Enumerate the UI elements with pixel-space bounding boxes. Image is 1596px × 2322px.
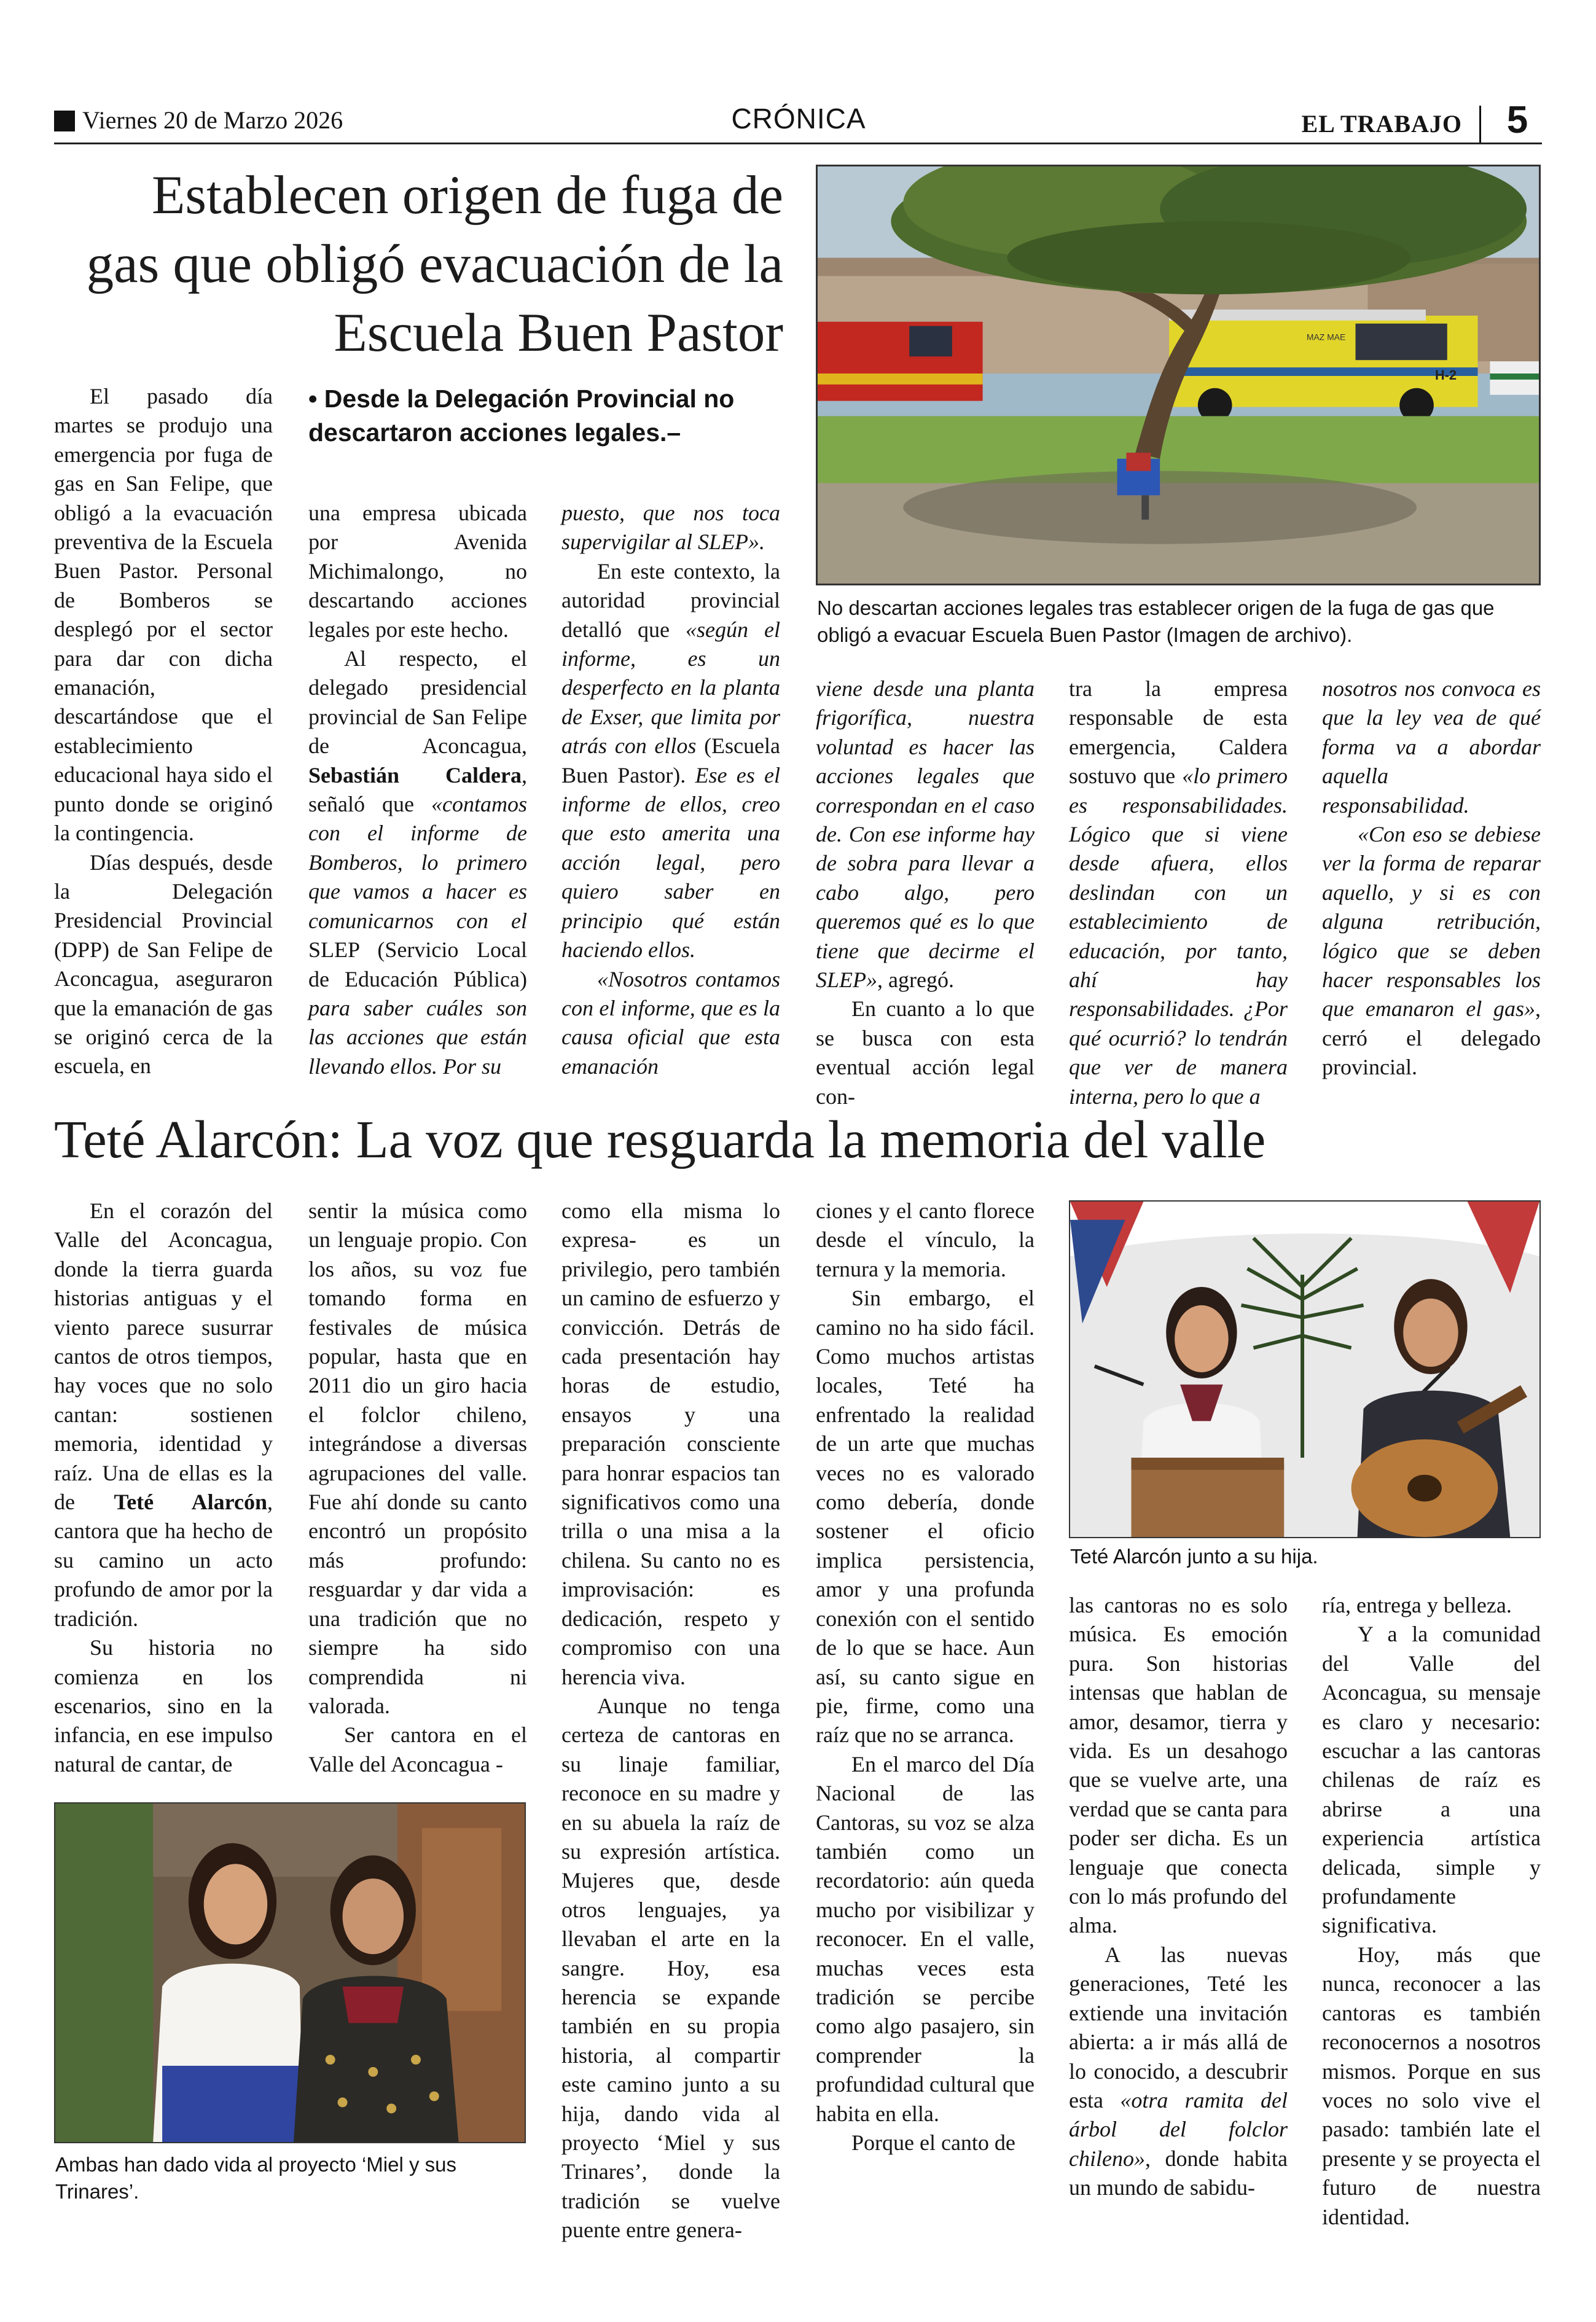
mother-daughter-photo bbox=[54, 1802, 526, 2143]
article2-column-1 bbox=[54, 1197, 273, 1779]
text-run: Al respecto, el delegado presidencial provincial de San Felipe de Aconcagua, bbox=[308, 646, 527, 759]
header-divider bbox=[1479, 106, 1481, 143]
text-run: En este contexto, la autoridad provincial detalló que bbox=[561, 558, 780, 642]
article2-headline: Teté Alarcón: La voz que resguarda la memoria del valle bbox=[54, 1109, 1266, 1169]
header-rule bbox=[54, 143, 1542, 144]
quote: puesto, que nos toca supervigilar al SLEP». bbox=[561, 501, 780, 555]
paragraph: las cantoras no es solo música. Es emoción pura. Son historias intensas que hablan de amor, desamor, tierra y vida. Es un desahogo que se vuelve arte, una verdad que se canta para poder ser dicha. Es un lenguaje que conecta con lo más profundo del alma. bbox=[1069, 1593, 1288, 1938]
text-run: , cantora que ha hecho de su camino un acto profundo de amor por la tradición. bbox=[54, 1490, 273, 1631]
paragraph bbox=[54, 1197, 273, 1633]
paragraph bbox=[816, 674, 1035, 995]
article2-column-2 bbox=[308, 1197, 527, 1779]
text-run: , cerró el delegado provincial. bbox=[1322, 996, 1541, 1080]
text-run: tra la empresa responsable de esta emergencia, Caldera sostuvo que bbox=[1069, 676, 1288, 789]
article2-column-6 bbox=[1322, 1591, 1541, 2232]
paragraph: En cuanto a lo que se busca con esta eventual acción legal con- bbox=[816, 996, 1035, 1109]
paragraph: Hoy, más que nunca, reconocer a las cantoras es también reconocernos a nosotros mismos. Porque en sus voces no solo vive el pasado: también late el presente y se proyecta el futuro de nuestra identidad. bbox=[1322, 1942, 1541, 2229]
paragraph: ría, entrega y belleza. bbox=[1322, 1593, 1512, 1617]
fire-photo-caption: No descartan acciones legales tras establecer origen de la fuga de gas que obligó a evacuar Escuela Buen Pastor (Imagen de archivo). bbox=[817, 596, 1495, 646]
text-run: , agregó. bbox=[877, 968, 954, 993]
paragraph bbox=[1322, 820, 1541, 1082]
person-name: Sebastián Caldera bbox=[308, 762, 522, 788]
paragraph: Días después, desde la Delegación Presidencial Provincial (DPP) de San Felipe de Aconcagua, aseguraron que la emanación de gas se originó cerca de la escuela, en bbox=[54, 850, 273, 1079]
quote: «lo primero es responsabilidades. Lógico que si viene desde afuera, ellos deslindan con un establecimiento de educación, por tanto, ahí hay responsabilidades. ¿Por qué ocurrió? lo tendrán que ver de manera interna, pero lo que a bbox=[1069, 764, 1288, 1109]
article1-column-6 bbox=[1322, 674, 1541, 1082]
page-number: 5 bbox=[1506, 99, 1528, 141]
article1-column-4 bbox=[816, 674, 1035, 1111]
article2-column-3 bbox=[561, 1197, 780, 2245]
text-run: , donde habita un mundo de sabidu- bbox=[1069, 2146, 1288, 2200]
quote: viene desde una planta frigorífica, nuestra voluntad es hacer las acciones legales que correspondan en el caso de. Con ese informe hay de sobra para llevar a cabo algo, pero queremos qué es lo que tiene que decirme el SLEP» bbox=[816, 676, 1035, 993]
paragraph: sentir la música como un lenguaje propio. Con los años, su voz fue tomando forma en festivales de música popular, hasta que en 2011 dio un giro hacia el folclor chileno, integrándose a diversas agrupaciones del valle. Fue ahí donde su canto encontró un propósito más profundo: resguardar y dar vida a una tradición que no siempre ha sido comprendida ni valorada. bbox=[308, 1198, 527, 1718]
text-run: A las nuevas generaciones, Teté les extiende una invitación abierta: a ir más allá de lo conocido, a descubrir esta bbox=[1069, 1942, 1288, 2113]
mother-daughter-caption: Ambas han dado vida al proyecto ‘Miel y sus Trinares’. bbox=[55, 2153, 457, 2203]
article1-column-5 bbox=[1069, 674, 1288, 1111]
quote: «contamos con el informe de Bomberos, lo primero que vamos a hacer es comunicarnos con el bbox=[308, 792, 527, 933]
section-name: CRÓNICA bbox=[731, 103, 866, 135]
singers-photo-caption: Teté Alarcón junto a su hija. bbox=[1070, 1545, 1318, 1568]
paragraph: Y a la comunidad del Valle del Aconcagua, su mensaje es claro y necesario: escuchar a las cantoras chilenas de raíz es abrirse a una experiencia artística delicada, simple y profundamente significativa. bbox=[1322, 1622, 1541, 1938]
article1-deck: • Desde la Delegación Provincial no descartaron acciones legales.– bbox=[308, 385, 735, 447]
text-run: , señaló que bbox=[308, 762, 527, 817]
quote: nosotros nos convoca es que la ley vea de qué forma va a abordar aquella responsabilidad. bbox=[1322, 676, 1541, 818]
article2-column-4 bbox=[816, 1197, 1035, 2157]
issue-date: Viernes 20 de Marzo 2026 bbox=[82, 106, 343, 134]
paragraph: El pasado día martes se produjo una emergencia por fuga de gas en San Felipe, que obligó a la evacuación preventiva de la Escuela Buen Pastor. Personal de Bomberos se desplegó por el sector para dar con dicha emanación, descartándose que el establecimiento educacional haya sido el punto donde se originó la contingencia. bbox=[54, 384, 273, 846]
singers-stage-photo bbox=[1069, 1200, 1541, 1538]
fire-trucks-photo bbox=[816, 165, 1541, 585]
paragraph bbox=[1322, 674, 1541, 820]
article1-headline: Establecen origen de fuga de gas que obligó evacuación de la Escuela Buen Pastor bbox=[86, 165, 783, 363]
quote: «Con eso se debiese ver la forma de reparar aquello, y si es con alguna retribución, lógico que se deben hacer responsables los que emanaron el gas» bbox=[1322, 822, 1541, 1022]
person-name: Teté Alarcón bbox=[114, 1490, 268, 1515]
paragraph bbox=[561, 965, 780, 1082]
text-run: En el corazón del Valle del Aconcagua, donde la tierra guarda historias antiguas y el viento parece susurrar cantos de otros tiempos, hay voces que no solo cantan: sostienen memoria, identidad y raíz. Una de ellas es la de bbox=[54, 1198, 273, 1515]
header-square-mark bbox=[54, 111, 75, 131]
quote: Ese es el informe de ellos, creo que esto amerita una acción legal, pero quiero saber en principio qué están haciendo ellos. bbox=[561, 762, 780, 963]
paragraph: Sin embargo, el camino no ha sido fácil. Como muchos artistas locales, Teté ha enfrentado la realidad de un arte que muchas veces no es valorado como debería, donde sostener el oficio implica persistencia, amor y una profunda conexión con el sentido de lo que se hace. Aun así, su canto sigue en pie, firme, como una raíz que no se arranca. bbox=[816, 1286, 1035, 1748]
quote: «Nosotros contamos con el informe, que es la causa oficial que esta emanación bbox=[561, 966, 780, 1079]
paragraph bbox=[1069, 1941, 1288, 2203]
paragraph: una empresa ubicada por Avenida Michimalongo, no descartando acciones legales por este hecho. bbox=[308, 501, 527, 642]
article2-column-5 bbox=[1069, 1591, 1288, 2203]
paragraph: Su historia no comienza en los escenarios, sino en la infancia, en ese impulso natural de cantar, de bbox=[54, 1635, 273, 1777]
quote: «otra ramita del árbol del folclor chileno» bbox=[1069, 2087, 1288, 2171]
newspaper-name: EL TRABAJO bbox=[1301, 110, 1462, 138]
article1-column-3 bbox=[561, 499, 780, 1081]
article1-column-1 bbox=[54, 382, 273, 1081]
paragraph bbox=[308, 644, 527, 1081]
paragraph: como ella misma lo expresa- es un privilegio, pero también un camino de esfuerzo y convicción. Detrás de cada presentación hay horas de estudio, ensayos y una preparación consciente para honrar espacios tan significativos como una trilla o una misa a la chilena. Su canto no es improvisación: es dedicación, respeto y compromiso con una herencia viva. bbox=[561, 1198, 780, 1689]
quote: «según el informe, es un desperfecto en la planta de Exser, que limita por atrás con ellos bbox=[561, 617, 780, 759]
paragraph: En el marco del Día Nacional de las Cantoras, su voz se alza también como un recordatorio: aún queda mucho por visibilizar y reconocer. En el valle, muchas veces esta tradición se percibe como algo pasajero, sin comprender la profundidad cultural que habita en ella. bbox=[816, 1751, 1035, 2126]
paragraph bbox=[1069, 674, 1288, 1111]
quote: para saber cuáles son las acciones que están llevando ellos. Por su bbox=[308, 995, 527, 1079]
paragraph: ciones y el canto florece desde el vínculo, la ternura y la memoria. bbox=[816, 1198, 1035, 1281]
text-run: (Escuela Buen Pastor). bbox=[561, 733, 780, 788]
text-run: SLEP (Servicio Local de Educación Pública) bbox=[308, 937, 527, 991]
truck-lettering: MAZ MAE bbox=[1306, 332, 1346, 342]
paragraph: Ser cantora en el Valle del Aconcagua - bbox=[308, 1722, 527, 1777]
paragraph: Aunque no tenga certeza de cantoras en su linaje familiar, reconoce en su madre y en su abuela la raíz de su expresión artística. Mujeres que, desde otros lenguajes, ya llevaban el arte en la sangre. Hoy, esa herencia se expande también en su propia historia, al compartir este camino junto a su hija, dando vida al proyecto ‘Miel y sus Trinares’, donde la tradición se vuelve puente entre genera- bbox=[561, 1693, 780, 2243]
paragraph: Porque el canto de bbox=[851, 2130, 1015, 2155]
article1-column-2 bbox=[308, 499, 527, 1081]
paragraph bbox=[561, 499, 780, 557]
paragraph bbox=[561, 557, 780, 965]
truck-number: H-2 bbox=[1434, 367, 1457, 383]
